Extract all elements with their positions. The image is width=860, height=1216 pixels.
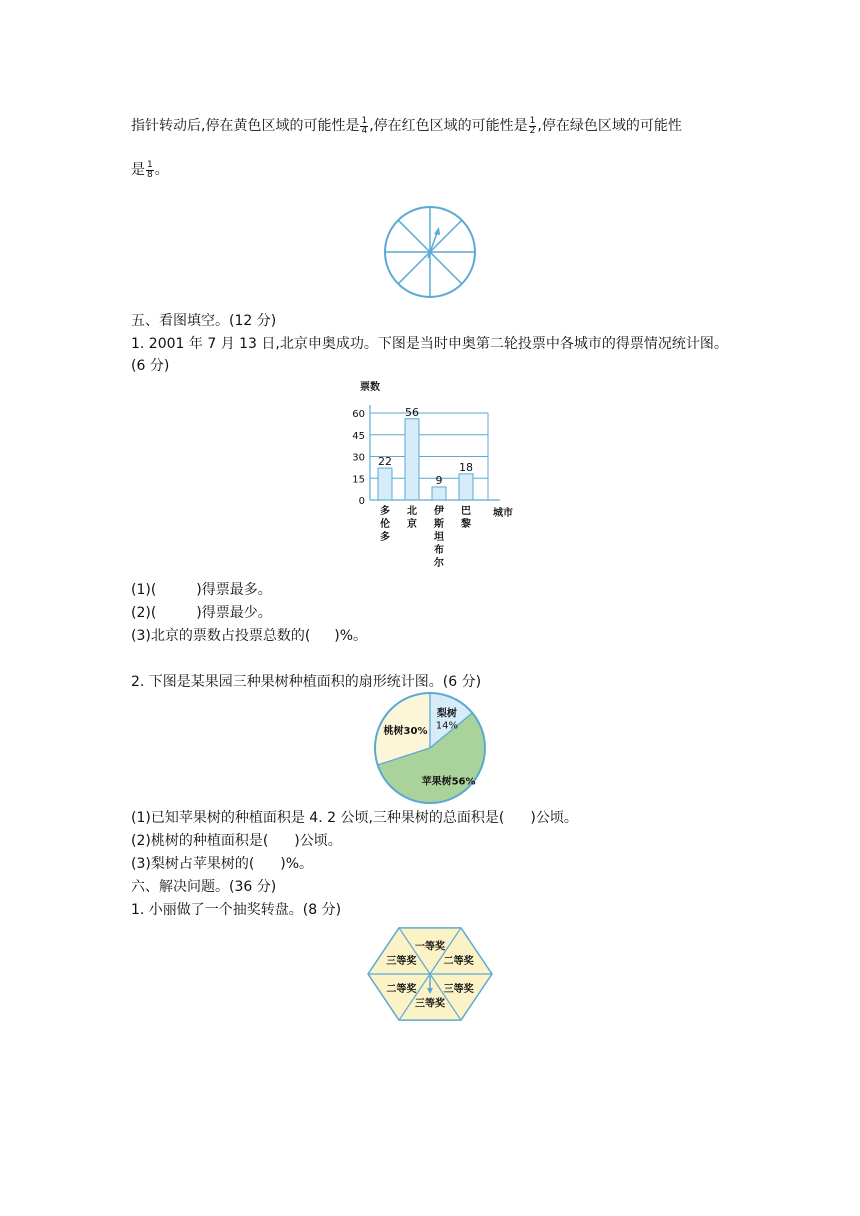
pie-slice-label: 桃树30% bbox=[383, 726, 428, 738]
text: 是 bbox=[131, 162, 145, 178]
text: 。 bbox=[154, 162, 169, 178]
prize-sector-label: 二等奖 bbox=[386, 984, 417, 996]
frac-den: 4 bbox=[361, 125, 368, 136]
bar-value-label: 18 bbox=[459, 460, 473, 474]
x-category-char: 多 bbox=[380, 506, 390, 517]
bar-value-label: 22 bbox=[378, 455, 392, 469]
prize-sector-label: 三等奖 bbox=[386, 955, 417, 967]
text: ,停在红色区域的可能性是 bbox=[369, 118, 528, 134]
text: )公顷。 bbox=[294, 833, 342, 849]
x-axis-label: 城市 bbox=[493, 508, 513, 519]
section5-q2-sub1 bbox=[131, 808, 578, 828]
y-tick-label: 60 bbox=[352, 409, 365, 420]
frac-num: 1 bbox=[529, 115, 536, 126]
fraction-half bbox=[529, 117, 537, 136]
prize-wheel-hexagon bbox=[366, 918, 494, 1030]
text: (1)已知苹果树的种植面积是 4. 2 公顷,三种果树的总面积是( bbox=[131, 810, 505, 826]
x-category-char: 伦 bbox=[380, 519, 390, 530]
bar-value-label: 56 bbox=[405, 405, 419, 419]
bar bbox=[378, 468, 392, 500]
frac-den: 2 bbox=[529, 125, 536, 136]
section5-q2-sub3 bbox=[131, 854, 313, 874]
pie-slice-label: 梨树 bbox=[436, 708, 457, 720]
spinner-description-line2 bbox=[131, 160, 169, 180]
text: )%。 bbox=[280, 856, 314, 872]
spinner-circle bbox=[382, 204, 478, 300]
fraction-quarter bbox=[360, 117, 368, 136]
x-category-char: 黎巴黎 bbox=[461, 519, 471, 530]
text: 指针转动后,停在黄色区域的可能性是 bbox=[131, 118, 360, 134]
pie-slice-label: 苹果树56% bbox=[421, 776, 476, 788]
orchard-pie-chart bbox=[372, 690, 488, 806]
bar-value-label: 9 bbox=[435, 473, 443, 487]
y-tick-label: 45 bbox=[352, 430, 365, 442]
section5-q1-sub2 bbox=[131, 603, 272, 623]
section5-q2-sub2 bbox=[131, 831, 342, 851]
x-category-char: 巴 bbox=[461, 506, 471, 517]
text: )得票最多。 bbox=[196, 582, 272, 598]
section5-heading: 五、看图填空。(12 分) bbox=[131, 313, 277, 329]
prize-sector-label: 一等奖 bbox=[415, 941, 445, 953]
x-category-char: 伊 bbox=[434, 506, 444, 517]
prize-sector-label: 二等奖 bbox=[443, 955, 474, 967]
y-tick-label: 30 bbox=[352, 452, 365, 464]
x-category-char: 坦 bbox=[434, 532, 444, 543]
x-category-char: 尔伊斯坦布尔 bbox=[434, 558, 444, 569]
text: (3)北京的票数占投票总数的( bbox=[131, 628, 311, 644]
section6-q1-text: 1. 小丽做了一个抽奖转盘。(8 分) bbox=[131, 902, 342, 918]
section5-q1-text: 1. 2001 年 7 月 13 日,北京申奥成功。下图是当时申奥第二轮投票中各城市的得票情况统计图。 bbox=[131, 336, 728, 352]
text: )得票最少。 bbox=[196, 605, 272, 621]
fraction-eighth bbox=[146, 161, 154, 180]
y-tick-label: 0 bbox=[358, 496, 365, 507]
text: )%。 bbox=[334, 628, 368, 644]
x-category-char: 北 bbox=[407, 506, 417, 517]
prize-sector-label: 三等奖 bbox=[443, 984, 474, 996]
text: (2)桃树的种植面积是( bbox=[131, 833, 269, 849]
y-tick-label: 15 bbox=[352, 474, 365, 486]
bar bbox=[405, 419, 419, 500]
text: (2)( bbox=[131, 605, 157, 621]
spinner-description-line1 bbox=[131, 116, 682, 136]
section6-heading: 六、解决问题。(36 分) bbox=[131, 879, 277, 895]
prize-sector-label: 三等奖 bbox=[415, 998, 445, 1010]
x-category-char: 京北京 bbox=[407, 519, 417, 530]
x-category-char: 布 bbox=[434, 545, 444, 556]
bar bbox=[432, 487, 446, 500]
y-axis-label: 票数 bbox=[360, 382, 380, 393]
pie-slice-label-value: 14% bbox=[435, 720, 458, 732]
text: (1)( bbox=[131, 582, 157, 598]
text: ,停在绿色区域的可能性 bbox=[537, 118, 682, 134]
section5-q1-sub3 bbox=[131, 626, 367, 646]
x-category-char: 斯 bbox=[434, 519, 444, 530]
frac-num: 1 bbox=[361, 115, 368, 126]
x-category-char: 多多伦多 bbox=[380, 532, 390, 543]
section5-q1-score: (6 分) bbox=[131, 358, 170, 374]
vote-bar-chart bbox=[340, 378, 530, 578]
bar bbox=[459, 474, 473, 500]
section5-q2-text: 2. 下图是某果园三种果树种植面积的扇形统计图。(6 分) bbox=[131, 674, 482, 690]
text: )公顷。 bbox=[530, 810, 578, 826]
section5-q1-sub1 bbox=[131, 580, 272, 600]
text: (3)梨树占苹果树的( bbox=[131, 856, 255, 872]
frac-den: 8 bbox=[147, 169, 153, 180]
frac-num: 1 bbox=[147, 159, 153, 170]
